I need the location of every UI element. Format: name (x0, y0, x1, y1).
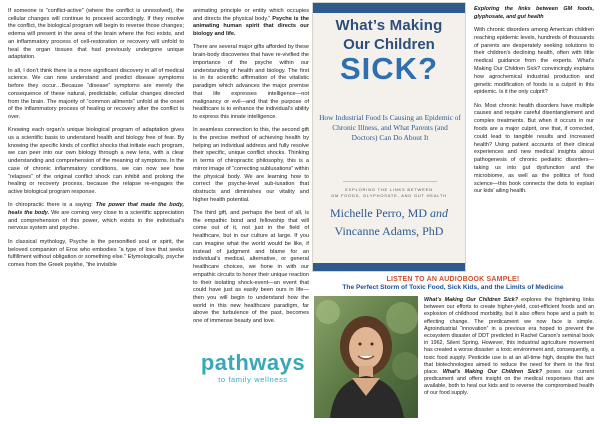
audiobook-subtitle: The Perfect Storm of Toxic Food, Sick Kids, and the Limits of Medicine (342, 284, 564, 291)
author-photo-image (314, 296, 418, 418)
divider (343, 181, 437, 182)
paragraph: With chronic disorders among American children reaching epidemic levels, hundreds of thousands of parents are desperately seeking solutions to their children’s declining health, often with little medical guidance from the experts. What’s Making Our Children Sick? convincingly explains how agrochemical industrial production and genetic modification of foods is a culprit in this epidemic. Is it the only culprit? (474, 26, 594, 96)
paragraph: Knowing each organ’s unique biological program of adaptation gives us a scientific basis to understand health and biology free of fear. By knowing the specific kinds of conflict shocks that initiate each program, we can peer into our own biology through a new lens, with a clear understanding and comprehension of the meaning of symptoms. In the case of chronic inflammatory conditions, we can now see how “relapses” of the original conflict shock can inhibit and prolong the healing or recovery process, because the relapse re-engages the active biological program response. (8, 127, 184, 195)
paragraph: The third gift, and perhaps the best of all, is the empathic bond and fellowship that will come out of it, not just in the field of healthcare, but in our culture at large. If you can imagine what the world would be like, if instead of judgment and blame for an individual’s medical, alternative, or general healthcare choices, we hone in with our empathic circuits to honor their unique reaction to their isolating shock-event—an event that could have just as easily been ours in life—then you will begin to understand how the world in this new healthcare paradigm, far above the turbulence of the past, becomes one of immense beauty and love. (193, 210, 309, 325)
text: In chiropractic there is a saying: (8, 202, 96, 209)
book-cover[interactable] (312, 2, 466, 272)
article-column-2 (193, 8, 309, 331)
emphasis: The power that made the body, heals the body. (8, 202, 185, 217)
paragraph: There are several major gifts afforded by these brain-body discoveries that have re-vivified the importance of the psyche within our understanding of health and biology. The first is in its scientific affirmation of the vitalistic paradigm which advances the major premise that life expresses intelligence—not malignancy or evil—and that the purpose of healthcare is to enhance the individual’s ability to express this innate intelligence. (193, 44, 309, 120)
book-title-line-2: Our Children (343, 36, 435, 53)
paragraph: In seamless connection to this, the second gift is the precise method of achieving health by helping an individual address and fully resolve their specific, unique conflict shocks. Thinking in terms of chiropractic philosophy, this is a mirror image of “correcting subluxations” within the physical body. We are learning how to correct the psyche-level sub-luxation that obstructs and diminishes our vitality and higher health potential. (193, 127, 309, 203)
audiobook-link[interactable]: LISTEN TO AN AUDIOBOOK SAMPLE! (386, 276, 520, 283)
logo-tagline: to family wellness (218, 375, 288, 384)
tagline-line-1: EXPLORING THE LINKS BETWEEN (345, 187, 433, 192)
author-and: and (429, 206, 448, 220)
book-title-line-3: SICK? (340, 51, 438, 86)
cover-bottom-band (313, 263, 465, 271)
emphasis: Psyche is the animating human spirit that directs our biology and life. (193, 15, 309, 38)
audiobook-banner[interactable] (312, 276, 594, 291)
summary-book-title: What’s Making Our Children Sick? (424, 297, 519, 303)
summary-paragraph (424, 297, 594, 398)
author-1 (313, 206, 465, 221)
paragraph: In classical mythology, Psyche is the personified soul or spirit, the beloved companion of Eros who embodies “a type of love that seeks fulfillment without obligation or something else.” Etymologically, psyche comes from the Greek psykhe, “the invisible (8, 238, 184, 268)
paragraph-psyche (193, 8, 309, 39)
book-summary-column (424, 297, 594, 398)
book-subtitle: How Industrial Food Is Causing an Epidemic of Chronic Illness, and What Parents (and Doctors) Can Do About It (319, 113, 461, 142)
book-description-column (474, 6, 594, 202)
description-heading: Exploring the links between GM foods, glyphosate, and gut health (474, 6, 594, 20)
book-tagline (313, 187, 465, 198)
paragraph: No. Most chronic health disorders have multiple causes and require careful disentanglement and complex treatments. But when it occurs in our foods are a major culprit, one that, if corrected, could lead to tangible results and increased health? Using patient accounts of their clinical experiences and new medical insights about pathogenesis of chronic pediatric disorders—taking us into gut dysfunction and the microbiome, as well as the politics of food science—this book connects the dots to explain our kids’ ailing health. (474, 102, 594, 195)
author-photo (314, 296, 418, 418)
paragraph: In all, I don’t think there is a more significant discovery in all of medical science. We can now understand and predict disease symptoms before they occur…Because “disease” symptoms are merely the consequence of these natural, predictable, cellular changes directed from the brain. The majority of “common ailments” unfold at the onset of the inflammatory process of healing or recovery after the conflict is over. (8, 67, 184, 120)
paragraph-chiropractic (8, 202, 184, 233)
article-column-1 (8, 8, 184, 275)
pathways-logo (196, 352, 310, 384)
author-2: Vincanne Adams, PhD (334, 224, 444, 238)
book-title-line-1: What’s Making (335, 17, 443, 34)
summary-book-title-2: What’s Making Our Children Sick? (442, 368, 543, 375)
logo-wordmark: pathways (200, 350, 306, 375)
text: animating principle or entity which occupies and directs the physical body.” (193, 8, 309, 22)
tagline-line-2: GM FOODS, GLYPHOSATE, AND GUT HEALTH (331, 192, 447, 198)
author-1-name: Michelle Perro, MD (330, 206, 427, 220)
cover-top-band (313, 3, 465, 13)
text: explores the frightening links between our efforts to create higher-yield, cost-efficient foods and an explosion of childhood morbidity, but it also offers hope and a path to effecting change. The predicament we now face is simple. Agroindustrial “innovation” in a previous era hoped to prevent the ecosystem disaster of DDT predicted in Rachel Carson’s seminal book in 1962, Silent Spring. However, this industrial agriculture movement has created a worse disaster: a toxic environment and, consequently, a toxic food supply. Pesticide use is at an all-time high, despite the fact that biotechnologies aimed to reduce the need for them in the first place. (424, 297, 594, 375)
paragraph: If someone is “conflict-active” (where the conflict is unresolved), the cellular changes will continue to proceed accordingly. If they resolve the conflict, the biological program will begin to reverse those changes; edema will present in the area of the brain where the foci exists, and an inflammatory process of cell-restoration or recovery will unfold to heal the organ tissues that had previously undergone unique adaptation. (8, 8, 184, 61)
text: We are coming very close to a scientific appreciation and comprehension of this power, which exists in the individual’s nervous system and psyche. (8, 210, 184, 232)
text: poses our current predicament and offers insight on the medical responses that are available, both to heal our kids and to reverse the compromised health of our food supply. (424, 368, 594, 397)
